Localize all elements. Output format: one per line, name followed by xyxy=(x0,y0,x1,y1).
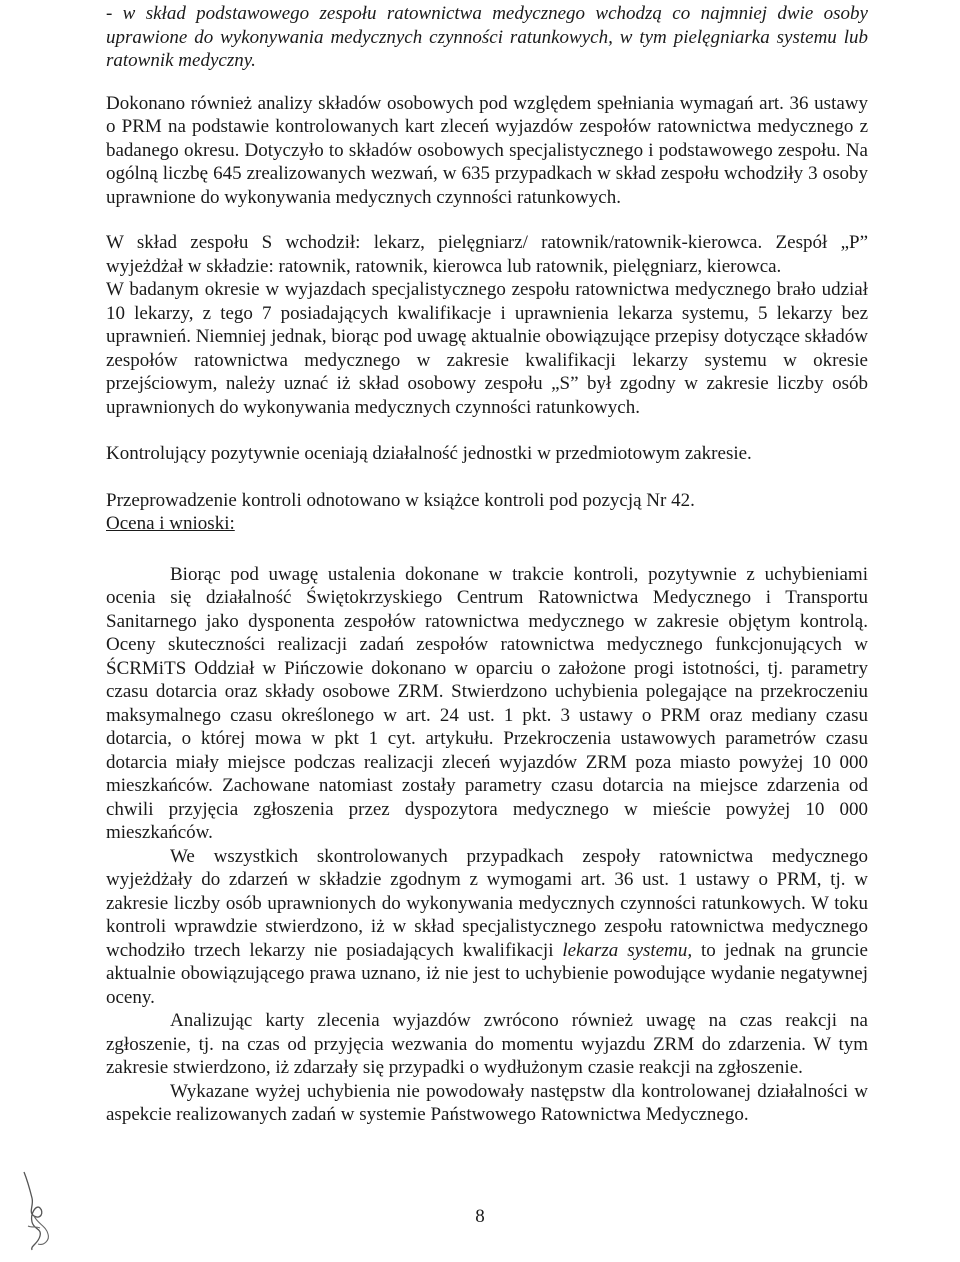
paragraph-team-composition xyxy=(106,231,868,419)
page-number: 8 xyxy=(475,1206,485,1227)
intro-italic-paragraph: - w skład podstawowego zespołu ratownictwa medycznego wchodzą co najmniej dwie osoby uprawione do wykonywania medycznych czynności ratunkowych, w tym pielęgniarka systemu lub ratownik medyczny. xyxy=(106,3,868,71)
paragraph-inspection-record: Przeprowadzenie kontroli odnotowano w książce kontroli pod pozycją Nr 42. xyxy=(106,489,695,511)
section-heading-conclusions: Ocena i wnioski: xyxy=(106,513,235,534)
paragraph-staff-analysis: Dokonano również analizy składów osobowych pod względem spełniania wymagań art. 36 ustawy o PRM na podstawie kontrolowanych kart zleceń wyjazdów zespołów ratownictwa medycznego z badanego okresu. Dotyczyło to składów osobowych specjalistycznego i podstawowego zespołu. Na ogólną liczbę 645 zrealizowanych wezwań, w 635 przypadkach w skład zespołu wchodziły 3 osoby uprawnione do wykonywania medycznych czynności ratunkowych. xyxy=(106,92,868,208)
paragraph-positive-assessment: Kontrolujący pozytywnie oceniają działalność jednostki w przedmiotowym zakresie. xyxy=(106,443,752,464)
paragraph-conclusion-3: Analizując karty zlecenia wyjazdów zwrócono również uwagę na czas reakcji na zgłoszenie, tj. na czas od przyjęcia wezwania do momentu wyjazdu ZRM do zdarzenia. W tym zakresie stwierdzono, iż zdarzały się przypadki o wydłużonym czasie reakcji na zgłoszenie. xyxy=(106,1010,868,1078)
paragraph-conclusion-4: Wykazane wyżej uchybienia nie powodowały następstw dla kontrolowanej działalności w aspekcie realizowanych zadań w systemie Państwowego Ratownictwa Medycznego. xyxy=(106,1080,868,1125)
paragraph-conclusion-2 xyxy=(106,845,868,1010)
conclusion-2-text-start: We wszystkich skontrolowanych przypadkach zespoły ratownictwa medycznego wyjeżdżały do zdarzeń w składzie zgodnym z wymogami art. 36 ust. 1 ustawy o PRM, tj. w zakresie liczby osób uprawnionych do wykonywania medycznych czynności ratunkowych. W toku kontroli wprawdzie stwierdzono, iż w skład specjalistycznego zespołu ratownictwa medycznego wchodziło trzech lekarzy nie posiadających kwalifikacji xyxy=(106,845,868,961)
paragraph-conclusion-1: Biorąc pod uwagę ustalenia dokonane w trakcie kontroli, pozytywnie z uchybieniami ocenia się działalność Świętokrzyskiego Centrum Ratownictwa Medycznego i Transportu Sanitarnego jako dysponenta zespołów ratownictwa medycznego w zakresie objętym kontrolą. Oceny skuteczności realizacji zadań zespołów ratownictwa medycznego funkcjonujących w ŚCRMiTS Oddział w Pińczowie dokonano w oparciu o założone progi istotności, tj. parametry czasu dotarcia oraz składy osobowe ZRM. Stwierdzono uchybienia polegające na przekroczeniu maksymalnego czasu określonego w art. 24 ust. 1 pkt. 3 ustawy o PRM oraz mediany czasu dotarcia, o której mowa w pkt 1 cyt. artykułu. Przekroczenia ustawowych parametrów czasu dotarcia miały miejsce podczas realizacji zleceń wyjazdów ZRM poza miasto powyżej 10 000 mieszkańców. Zachowane natomiast zostały parametry czasu dotarcia na miejsce zdarzenia od chwili przyjęcia zgłoszenia przez dyspozytora medycznego w mieście powyżej 10 000 mieszkańców. xyxy=(106,563,868,843)
conclusion-2-italic-term: lekarza systemu, xyxy=(562,939,693,961)
conclusion-2-text-end: to jednak na gruncie aktualnie obowiązującego prawa uznano, iż nie jest to uchybienie powodujące wydanie negatywnej oceny. xyxy=(106,939,868,1008)
paragraph-team-composition-line-1: W skład zespołu S wchodził: lekarz, pielęgniarz/ ratownik/ratownik-kierowca. Zespół „P” wyjeżdżał w składzie: ratownik, ratownik, kierowca lub ratownik, pielęgniarz, kierowca. xyxy=(106,232,868,277)
document-page xyxy=(106,2,868,1127)
paragraph-team-composition-line-2: W badanym okresie w wyjazdach specjalistycznego zespołu ratownictwa medycznego brało udział 10 lekarzy, z tego 7 posiadających kwalifikacje i uprawnienia lekarza systemu, 5 lekarzy bez uprawnień. Niemniej jednak, biorąc pod uwagę aktualnie obowiązujące przepisy dotyczące składów zespołów ratownictwa medycznego w zakresie kwalifikacji lekarzy systemu w okresie przejściowym, należy uznać iż skład osobowy zespołu „S” był zgodny w zakresie liczby osób uprawnionych do wykonywania medycznych czynności ratunkowych. xyxy=(106,279,868,418)
